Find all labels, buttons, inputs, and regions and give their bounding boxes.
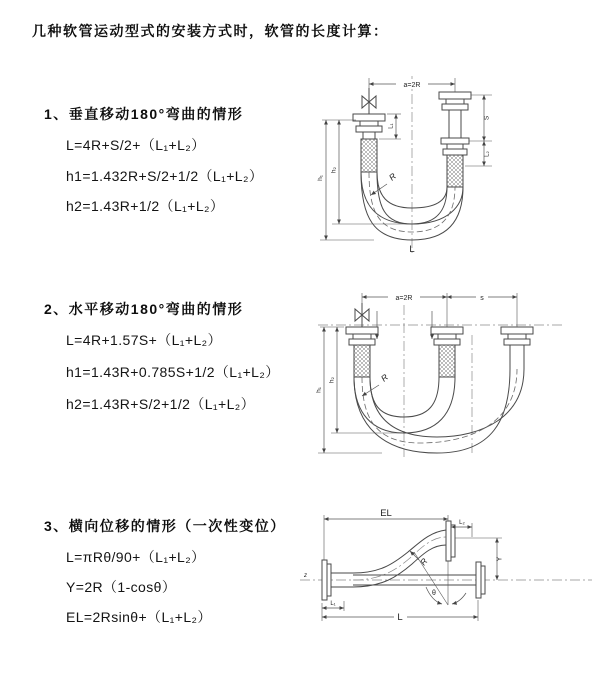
section-2-formula-h1: h1=1.43R+0.785S+1/2（L₁+L₂）	[66, 364, 280, 380]
left-pipe-fitting	[346, 327, 378, 345]
dim-label-l2: L₂	[459, 520, 465, 526]
dim-label-l1: L₁	[330, 601, 336, 607]
dim-label-r: R	[417, 556, 430, 568]
radius-leader	[371, 171, 398, 195]
section-2-formula-h2: h2=1.43R+S/2+1/2（L₁+L₂）	[66, 396, 256, 412]
dim-label-el: EL	[380, 508, 392, 519]
dimension-h1	[316, 327, 383, 453]
dim-label-a2r: a=2R	[403, 82, 421, 89]
diagram-vertical-180-bend	[312, 70, 592, 260]
dim-label-h2: h₂	[330, 166, 338, 174]
left-pipe-fitting	[353, 114, 385, 139]
dim-label-h2: h₂	[328, 376, 336, 384]
section-3-formula-Y: Y=2R（1-cosθ）	[66, 579, 177, 595]
valve-icon	[362, 88, 376, 114]
section-1-formula-h2: h2=1.43R+1/2（L₁+L₂）	[66, 198, 225, 214]
dim-label-theta: θ	[432, 590, 436, 597]
hose-u-bend	[354, 377, 455, 433]
dim-label-s: S	[483, 115, 491, 121]
dimension-el	[324, 508, 448, 560]
section-1-formula-h1: h1=1.432R+S/2+1/2（L₁+L₂）	[66, 168, 264, 184]
dim-label-l2: L₂	[484, 151, 491, 157]
left-braided-hose	[354, 345, 370, 377]
middle-pipe-fitting	[431, 327, 463, 345]
page-title: 几种软管运动型式的安装方式时，软管的长度计算：	[32, 23, 389, 39]
dim-label-L: L	[397, 612, 403, 623]
dim-label-r: R	[386, 170, 398, 183]
section-2-heading: 2、水平移动180°弯曲的情形	[44, 301, 244, 317]
dimension-s	[465, 95, 492, 166]
dim-label-r: R	[378, 371, 390, 384]
dim-label-h1: h₁	[315, 387, 323, 393]
section-3-heading: 3、横向位移的情形（一次性变位）	[44, 518, 286, 534]
axis-mark: z	[304, 573, 307, 579]
section-3-formula-EL: EL=2Rsinθ+（L₁+L₂）	[66, 609, 212, 625]
diagram-horizontal-180-bend	[312, 285, 600, 465]
right-pipe-fitting-lower	[441, 138, 469, 155]
section-3-formula-L: L=πRθ/90+（L₁+L₂）	[66, 549, 206, 565]
dim-label-L-total: L	[409, 244, 415, 255]
diagram-lateral-displacement	[296, 505, 596, 640]
dim-label-s: s	[480, 295, 484, 302]
shifted-pipe-fitting	[501, 327, 533, 369]
dim-label-l1: L₁	[388, 123, 395, 129]
middle-braided-hose	[439, 345, 455, 377]
dim-label-y: Y	[496, 556, 504, 562]
left-braided-hose	[361, 139, 377, 172]
right-flange	[476, 562, 485, 598]
radius-leader	[410, 551, 429, 567]
dim-label-a2r: a=2R	[395, 295, 413, 302]
dim-label-h1: h₁	[317, 175, 324, 181]
right-braided-hose	[447, 155, 463, 187]
hose-s-curve	[353, 530, 446, 587]
dimension-l1	[322, 601, 344, 611]
section-1-formula-L: L=4R+S/2+（L₁+L₂）	[66, 137, 206, 153]
valve-icon	[355, 303, 369, 327]
section-1-heading: 1、垂直移动180°弯曲的情形	[44, 106, 244, 122]
section-2-formula-L: L=4R+1.57S+（L₁+L₂）	[66, 332, 222, 348]
right-pipe-fitting-top	[439, 92, 471, 138]
dimension-a2r	[362, 292, 517, 327]
